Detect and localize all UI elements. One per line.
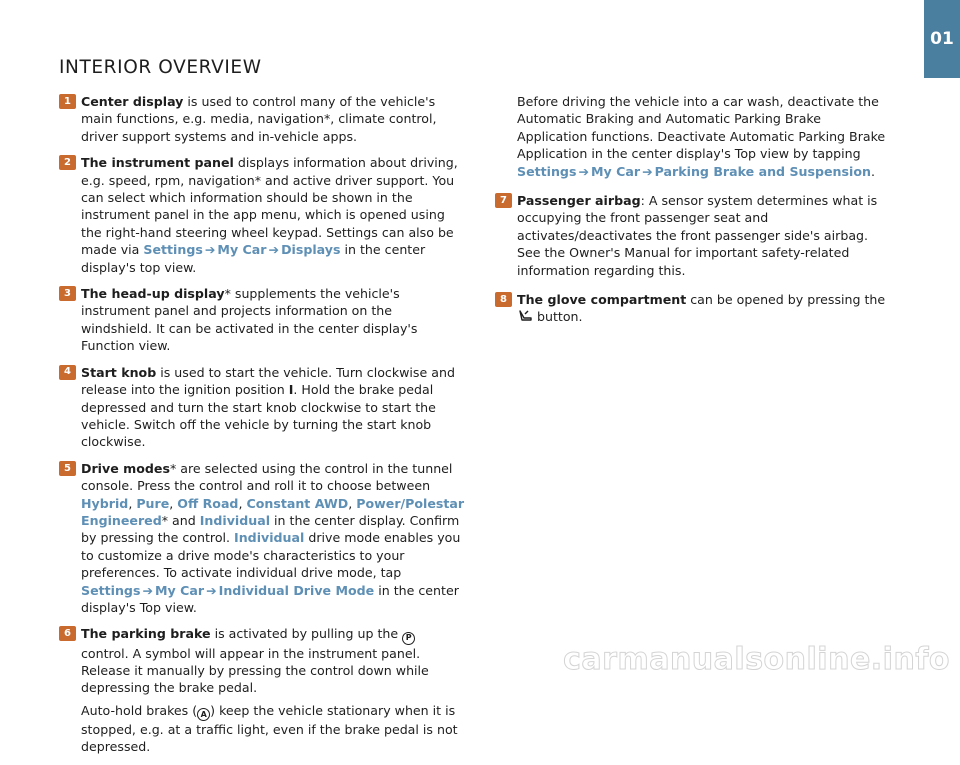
item-badge: 3 [59,286,76,301]
item-text: Auto-hold brakes ( [81,702,198,718]
item-badge: 2 [59,155,76,170]
item-instrument-panel [64,154,465,276]
arrow-right-icon: ➔ [204,242,216,258]
mode-off-road: Off Road [177,495,239,511]
arrow-right-icon: ➔ [142,582,154,598]
item-center-display [64,93,465,145]
parking-brake-icon: P [402,632,415,645]
menu-individual-drive-mode: Individual Drive Mode [218,582,375,598]
mode-power-polestar: Power/Polestar Engineered [81,495,465,528]
item-text: * are selected using the control in the tunnel console. Press the control and roll it to choose between [81,460,453,494]
item-badge: 4 [59,365,76,380]
item-text: is used to control many of the vehicle's main functions, e.g. media, navigation*, climate control, driver support systems and in-vehicle apps. [81,94,437,144]
menu-displays: Displays [281,242,341,258]
mode-constant-awd: Constant AWD [246,495,349,511]
menu-settings: Settings [81,582,141,598]
item-badge: 1 [59,94,76,109]
item-badge: 6 [59,626,76,641]
item-text: * supplements the vehicle's instrument panel and projects information on the windshield. It can be activated in the center display's Function view. [81,286,418,354]
watermark: carmanualsonline.info [563,642,950,677]
item-term: Drive modes [81,460,170,476]
menu-settings: Settings [517,163,577,179]
item-text: control. A symbol will appear in the instrument panel. Release it manually by pressing the control down while depressing the brake pedal. [81,645,429,696]
item-term: The parking brake [81,626,211,642]
item-text-tail: . [870,163,875,179]
item-glove-compartment [500,291,892,326]
item-badge: 7 [495,193,512,208]
item-term: Start knob [81,364,157,380]
item-text: ) keep the vehicle stationary when it is stopped, e.g. at a traffic light, even if the brake pedal is not depressed. [81,702,458,755]
menu-settings: Settings [143,242,203,258]
mode-individual: Individual [199,512,271,528]
menu-parking-brake-suspension: Parking Brake and Suspension [654,163,871,179]
item-text: is used to start the vehicle. Turn clockwise and release into the ignition position [81,364,455,398]
item-badge: 5 [59,461,76,476]
item-term: The head-up display [81,286,225,302]
mode-hybrid: Hybrid [81,495,129,511]
item-start-knob [64,364,465,451]
item-passenger-airbag [500,192,892,279]
item-parking-brake [64,625,465,755]
item-term: Center display [81,94,184,109]
arrow-right-icon: ➔ [578,163,590,179]
page-title: INTERIOR OVERVIEW [59,57,262,78]
item-term: The instrument panel [81,155,234,171]
item-text: : A sensor system determines what is occupying the front passenger seat and activates/deactivates the front passenger side's airbag. See the Owner's Manual for important safety-related information regarding this. [517,193,878,278]
left-column [64,93,465,765]
item-badge: 8 [495,292,512,307]
mode-individual: Individual [234,530,305,546]
item-text: Before driving the vehicle into a car wash, deactivate the Automatic Braking and Automatic Parking Brake Application functions. Deactivate Automatic Parking Brake Application in the center display's Top view by tapping [517,94,886,162]
menu-my-car: My Car [217,242,267,258]
ignition-position: I [288,382,294,398]
arrow-right-icon: ➔ [268,242,280,258]
mode-pure: Pure [136,495,170,511]
item-text: can be opened by pressing the [686,292,886,308]
right-column [500,93,892,335]
menu-my-car: My Car [591,163,641,179]
chapter-tab [924,0,960,78]
item-head-up-display [64,285,465,355]
item-text: is activated by pulling up the [210,626,403,642]
item-parking-brake-continued [517,93,892,180]
item-term: Passenger airbag [517,193,641,209]
item-text: drive mode enables you to customize a drive mode's characteristics to your preferences. To activate individual drive mode, tap [81,530,461,581]
arrow-right-icon: ➔ [642,163,653,179]
item-text-tail: button. [533,309,583,325]
menu-my-car: My Car [155,582,205,598]
item-text: . Hold the brake pedal depressed and turn the start knob clockwise to start the vehicle. Switch off the vehicle by turning the start knob clockwise. [81,382,436,450]
auto-hold-icon: A [197,708,210,721]
arrow-right-icon: ➔ [206,582,217,598]
glove-compartment-icon [517,309,533,323]
item-drive-modes: 5 Drive modes* are selected using the control in the tunnel console. Press the control and roll it to choose between Hybrid, Pure, Off Road, Constant AWD, Power/Polestar Engineered* and Individual in the center display. Confirm by pressing the control. Individual drive mode enables you to customize a drive mode's characteristics to your preferences. To activate individual drive mode, tap Settings ➔ My Car ➔ Individual Drive Mode in the center display's Top view. [81,460,465,617]
item-text: in the center display. Confirm by pressing the control. [81,512,460,546]
item-text: displays information about driving, e.g. speed, rpm, navigation* and active driver support. You can select which information should be shown in the instrument panel in the app menu, which is opened using the right-hand steering wheel keypad. Settings can also be made via [81,155,458,258]
item-term: The glove compartment [517,292,687,308]
chapter-number: 01 [930,29,954,49]
item-text-tail: in the center display's top view. [81,242,426,275]
item-text: in the center display's Top view. [81,582,459,615]
